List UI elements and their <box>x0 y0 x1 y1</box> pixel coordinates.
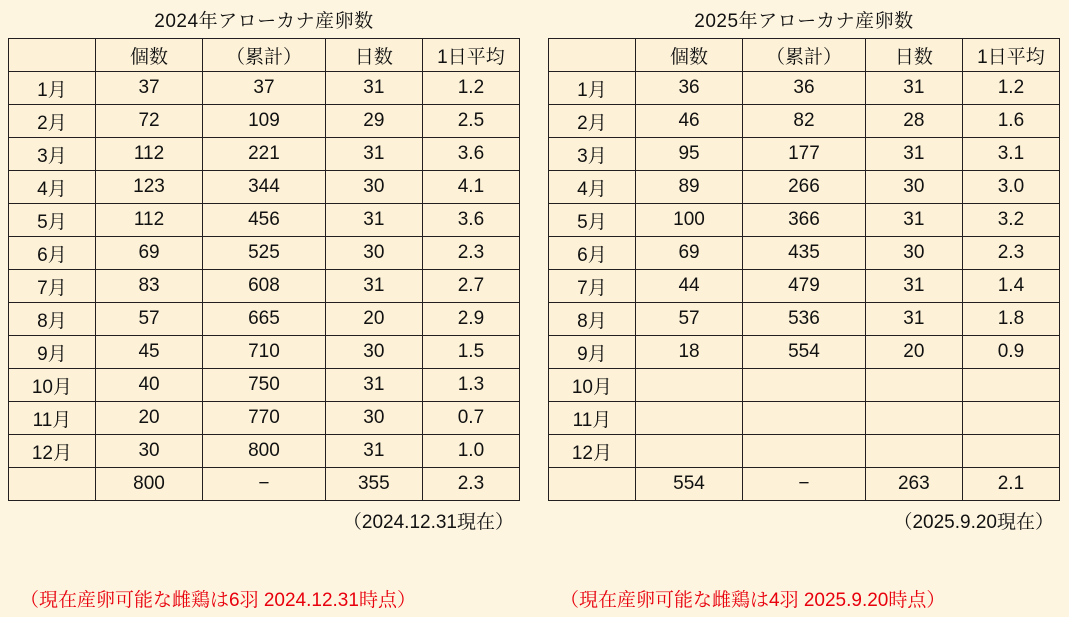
cell-month: 3月 <box>9 138 96 171</box>
cell-days <box>865 402 962 435</box>
table-row <box>9 303 520 336</box>
total-cell-count: 554 <box>635 468 742 501</box>
header-cell-blank <box>549 39 636 72</box>
cell-cumulative: 750 <box>203 369 326 402</box>
cell-count: 18 <box>635 336 742 369</box>
cell-count: 36 <box>635 72 742 105</box>
cell-count: 37 <box>95 72 202 105</box>
cell-month: 4月 <box>549 171 636 204</box>
cell-daily-average: 3.1 <box>962 138 1059 171</box>
table-row <box>9 138 520 171</box>
egg-table-2025 <box>548 38 1060 501</box>
total-cell-daily-average: 2.3 <box>422 468 519 501</box>
cell-days: 29 <box>325 105 422 138</box>
cell-month: 7月 <box>549 270 636 303</box>
cell-count: 69 <box>95 237 202 270</box>
cell-days: 31 <box>325 204 422 237</box>
cell-days: 31 <box>325 369 422 402</box>
cell-daily-average: 1.5 <box>422 336 519 369</box>
cell-days: 30 <box>865 237 962 270</box>
total-cell-label <box>9 468 96 501</box>
cell-days: 30 <box>865 171 962 204</box>
cell-month: 9月 <box>9 336 96 369</box>
cell-month: 7月 <box>9 270 96 303</box>
header-cell-count: 個数 <box>95 39 202 72</box>
cell-daily-average: 0.9 <box>962 336 1059 369</box>
cell-daily-average: 3.0 <box>962 171 1059 204</box>
cell-daily-average: 0.7 <box>422 402 519 435</box>
cell-count: 44 <box>635 270 742 303</box>
cell-cumulative: 344 <box>203 171 326 204</box>
cell-month: 11月 <box>9 402 96 435</box>
table-caption-2025: （2025.9.20現在） <box>893 512 1054 533</box>
cell-daily-average: 4.1 <box>422 171 519 204</box>
cell-count: 112 <box>95 204 202 237</box>
cell-count: 72 <box>95 105 202 138</box>
cell-cumulative <box>743 435 866 468</box>
table-caption-2024: （2024.12.31現在） <box>342 512 514 533</box>
cell-cumulative: 177 <box>743 138 866 171</box>
cell-month: 1月 <box>9 72 96 105</box>
cell-count: 30 <box>95 435 202 468</box>
cell-cumulative: 266 <box>743 171 866 204</box>
table-row <box>9 237 520 270</box>
header-cell-count: 個数 <box>635 39 742 72</box>
cell-days: 31 <box>325 138 422 171</box>
cell-daily-average: 3.6 <box>422 138 519 171</box>
table-row <box>9 72 520 105</box>
cell-count: 69 <box>635 237 742 270</box>
cell-month: 3月 <box>549 138 636 171</box>
cell-count: 57 <box>635 303 742 336</box>
cell-month: 10月 <box>549 369 636 402</box>
cell-days: 30 <box>325 402 422 435</box>
header-cell-daily-average: 1日平均 <box>962 39 1059 72</box>
cell-month: 1月 <box>549 72 636 105</box>
cell-cumulative: 221 <box>203 138 326 171</box>
cell-month: 10月 <box>9 369 96 402</box>
cell-days: 20 <box>325 303 422 336</box>
cell-daily-average: 3.6 <box>422 204 519 237</box>
cell-daily-average: 2.3 <box>962 237 1059 270</box>
table-row <box>549 303 1060 336</box>
table-row <box>549 138 1060 171</box>
cell-count <box>635 369 742 402</box>
cell-days: 31 <box>865 303 962 336</box>
cell-daily-average <box>962 435 1059 468</box>
cell-month: 8月 <box>549 303 636 336</box>
cell-daily-average: 1.3 <box>422 369 519 402</box>
cell-days: 31 <box>865 204 962 237</box>
cell-count <box>635 402 742 435</box>
cell-month: 5月 <box>9 204 96 237</box>
cell-daily-average: 1.8 <box>962 303 1059 336</box>
cell-month: 6月 <box>549 237 636 270</box>
table-row <box>549 369 1060 402</box>
cell-daily-average: 1.6 <box>962 105 1059 138</box>
total-cell-daily-average: 2.1 <box>962 468 1059 501</box>
cell-days: 20 <box>865 336 962 369</box>
table-row <box>9 204 520 237</box>
total-cell-days: 355 <box>325 468 422 501</box>
cell-cumulative: 479 <box>743 270 866 303</box>
cell-count: 112 <box>95 138 202 171</box>
cell-cumulative: 109 <box>203 105 326 138</box>
cell-days: 30 <box>325 336 422 369</box>
table-row <box>549 435 1060 468</box>
cell-count: 40 <box>95 369 202 402</box>
cell-days: 31 <box>325 72 422 105</box>
cell-month: 6月 <box>9 237 96 270</box>
table-row <box>9 171 520 204</box>
table-row <box>549 105 1060 138</box>
cell-count: 123 <box>95 171 202 204</box>
cell-count: 89 <box>635 171 742 204</box>
cell-month: 9月 <box>549 336 636 369</box>
cell-month: 8月 <box>9 303 96 336</box>
table-total-row <box>9 468 520 501</box>
cell-count: 46 <box>635 105 742 138</box>
cell-cumulative: 800 <box>203 435 326 468</box>
cell-count: 83 <box>95 270 202 303</box>
cell-month: 12月 <box>9 435 96 468</box>
cell-cumulative <box>743 369 866 402</box>
cell-daily-average: 1.2 <box>962 72 1059 105</box>
cell-days: 31 <box>325 435 422 468</box>
cell-count: 45 <box>95 336 202 369</box>
total-cell-count: 800 <box>95 468 202 501</box>
cell-count: 57 <box>95 303 202 336</box>
cell-month: 11月 <box>549 402 636 435</box>
cell-cumulative: 37 <box>203 72 326 105</box>
cell-count: 95 <box>635 138 742 171</box>
header-cell-days: 日数 <box>325 39 422 72</box>
table-title-2024: 2024年アローカナ産卵数 <box>154 11 374 32</box>
cell-cumulative: 36 <box>743 72 866 105</box>
header-cell-daily-average: 1日平均 <box>422 39 519 72</box>
footnote-2025: （現在産卵可能な雌鶏は4羽 2025.9.20時点） <box>560 590 946 611</box>
cell-cumulative: 366 <box>743 204 866 237</box>
cell-daily-average <box>962 402 1059 435</box>
cell-daily-average: 2.9 <box>422 303 519 336</box>
cell-cumulative: 536 <box>743 303 866 336</box>
cell-days: 31 <box>865 138 962 171</box>
header-cell-cumulative: （累計） <box>743 39 866 72</box>
cell-month: 4月 <box>9 171 96 204</box>
cell-cumulative: 525 <box>203 237 326 270</box>
cell-month: 5月 <box>549 204 636 237</box>
table-title-2025: 2025年アローカナ産卵数 <box>694 11 914 32</box>
table-row <box>549 336 1060 369</box>
cell-cumulative: 608 <box>203 270 326 303</box>
header-cell-cumulative: （累計） <box>203 39 326 72</box>
total-cell-days: 263 <box>865 468 962 501</box>
cell-days <box>865 435 962 468</box>
cell-cumulative: 665 <box>203 303 326 336</box>
cell-days: 31 <box>865 72 962 105</box>
cell-daily-average: 1.0 <box>422 435 519 468</box>
cell-count: 20 <box>95 402 202 435</box>
table-row <box>549 270 1060 303</box>
total-cell-cumulative: − <box>203 468 326 501</box>
cell-daily-average: 2.3 <box>422 237 519 270</box>
table-total-row <box>549 468 1060 501</box>
egg-table-panel-2024 <box>8 0 520 534</box>
table-row <box>549 204 1060 237</box>
table-row <box>9 402 520 435</box>
table-row <box>549 171 1060 204</box>
cell-days: 31 <box>325 270 422 303</box>
table-row <box>549 72 1060 105</box>
cell-count: 100 <box>635 204 742 237</box>
table-row <box>9 369 520 402</box>
cell-count <box>635 435 742 468</box>
cell-month: 2月 <box>9 105 96 138</box>
table-row <box>9 336 520 369</box>
cell-daily-average: 2.5 <box>422 105 519 138</box>
cell-days: 28 <box>865 105 962 138</box>
table-row <box>9 435 520 468</box>
total-cell-label <box>549 468 636 501</box>
cell-cumulative: 554 <box>743 336 866 369</box>
table-row <box>9 270 520 303</box>
cell-cumulative: 710 <box>203 336 326 369</box>
cell-daily-average: 1.4 <box>962 270 1059 303</box>
cell-cumulative: 82 <box>743 105 866 138</box>
cell-daily-average: 3.2 <box>962 204 1059 237</box>
egg-table-panel-2025 <box>548 0 1060 534</box>
cell-daily-average <box>962 369 1059 402</box>
cell-cumulative: 770 <box>203 402 326 435</box>
table-header-row <box>9 39 520 72</box>
footnotes <box>0 585 1069 617</box>
total-cell-cumulative: − <box>743 468 866 501</box>
cell-days <box>865 369 962 402</box>
cell-daily-average: 2.7 <box>422 270 519 303</box>
table-header-row <box>549 39 1060 72</box>
cell-daily-average: 1.2 <box>422 72 519 105</box>
footnote-2024: （現在産卵可能な雌鶏は6羽 2024.12.31時点） <box>20 590 416 611</box>
table-row <box>9 105 520 138</box>
cell-cumulative: 435 <box>743 237 866 270</box>
cell-month: 2月 <box>549 105 636 138</box>
table-row <box>549 237 1060 270</box>
header-cell-blank <box>9 39 96 72</box>
table-row <box>549 402 1060 435</box>
cell-month: 12月 <box>549 435 636 468</box>
header-cell-days: 日数 <box>865 39 962 72</box>
cell-cumulative <box>743 402 866 435</box>
cell-days: 31 <box>865 270 962 303</box>
cell-days: 30 <box>325 171 422 204</box>
cell-days: 30 <box>325 237 422 270</box>
egg-table-2024 <box>8 38 520 501</box>
cell-cumulative: 456 <box>203 204 326 237</box>
